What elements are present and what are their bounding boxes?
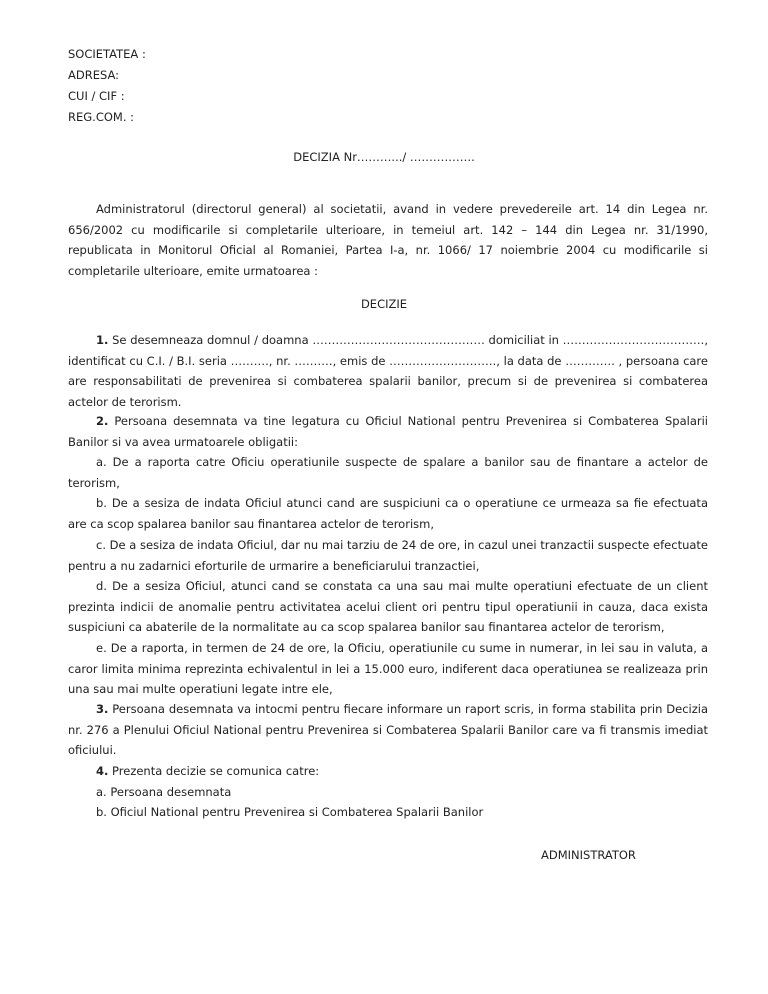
article-2-item-c: c. De a sesiza de indata Oficiul, dar nu mai tarziu de 24 de ore, in cazul unei tranzactii suspecte efectuate pentru a nu zadarnici eforturile de urmarire a beneficiarului tranzactiei, — [68, 538, 708, 573]
article-2-item-e: e. De a raporta, in termen de 24 de ore, la Oficiu, operatiunile cu sume in numerar, in lei sau in valuta, a caror limita minima reprezinta echivalentul in lei a 15.000 euro, indiferent daca operatiunea se realizeaza prin una sau mai multe operatiuni legate intre ele, — [68, 641, 708, 696]
article-4-item-a: a. Persoana desemnata — [96, 785, 232, 799]
company-label: SOCIETATEA : — [68, 47, 146, 61]
document-title: DECIZIA Nr……….../ …………….. — [293, 150, 475, 164]
article-2-item-d: d. De a sesiza Oficiul, atunci cand se constata ca una sau mai multe operatiuni efectuate de un client prezinta indicii de anomalie pentru activitatea acelui client ori pentru tipul operatiunii in cauza, daca exista suspiciuni ca abaterile de la normalitate au ca scop spalarea banilor sau finantarea actelor de terorism, — [68, 579, 708, 634]
article-3-number: 3. — [96, 702, 109, 716]
article-4-number: 4. — [96, 764, 109, 778]
article-1-number: 1. — [96, 333, 109, 347]
article-2-text: Persoana desemnata va tine legatura cu Oficiul National pentru Prevenirea si Combaterea Spalarii Banilor si va avea urmatoarele obligatii: — [68, 414, 708, 449]
article-4 — [96, 761, 736, 782]
article-2-item-b: b. De a sesiza de indata Oficiul atunci cand are suspiciuni ca o operatiune ce urmeaza sa fie efectuata are ca scop spalarea banilor sau finantarea actelor de terorism, — [68, 496, 708, 531]
regcom-label: REG.COM. : — [68, 110, 135, 124]
intro-paragraph: Administratorul (directorul general) al societatii, avand in vedere prevedereile art. 14 din Legea nr. 656/2002 cu modificarile si completarile ulterioare, in temeiul art. 142 – 144 din Legea nr. 31/1990, republicata in Monitorul Oficial al Romaniei, Partea I-a, nr. 1066/ 17 noiembrie 2004 cu modificarile si completarile ulterioare, emite urmatoarea : — [68, 202, 708, 278]
article-2-number: 2. — [96, 414, 109, 428]
article-1 — [68, 330, 708, 412]
article-3 — [68, 699, 708, 761]
article-2 — [68, 411, 708, 452]
signature-label: ADMINISTRATOR — [541, 848, 636, 862]
article-4-text: Prezenta decizie se comunica catre: — [108, 764, 320, 778]
article-1-text: Se desemneaza domnul / doamna ……………………………………… domiciliat in ………………………………., identificat cu C.I. / B.I. seria ………., nr. ………., emis de ………………………., la data de …………. , persoana care are responsabilitati de prevenirea si combaterea spalarii banilor, precum si de prevenirea si combaterea actelor de terorism. — [68, 333, 708, 409]
article-3-text: Persoana desemnata va intocmi pentru fiecare informare un raport scris, in forma stabilita prin Decizia nr. 276 a Plenului Oficiul National pentru Prevenirea si Combaterea Spalarii Banilor care va fi transmis imediat oficiului. — [68, 702, 708, 757]
article-2-item-a: a. De a raporta catre Oficiu operatiunile suspecte de spalare a banilor sau de finantare a actelor de terorism, — [68, 455, 708, 490]
section-title: DECIZIE — [360, 297, 408, 311]
cui-label: CUI / CIF : — [68, 89, 125, 103]
address-label: ADRESA: — [68, 68, 120, 82]
article-4-item-b: b. Oficiul National pentru Prevenirea si Combaterea Spalarii Banilor — [96, 805, 484, 819]
